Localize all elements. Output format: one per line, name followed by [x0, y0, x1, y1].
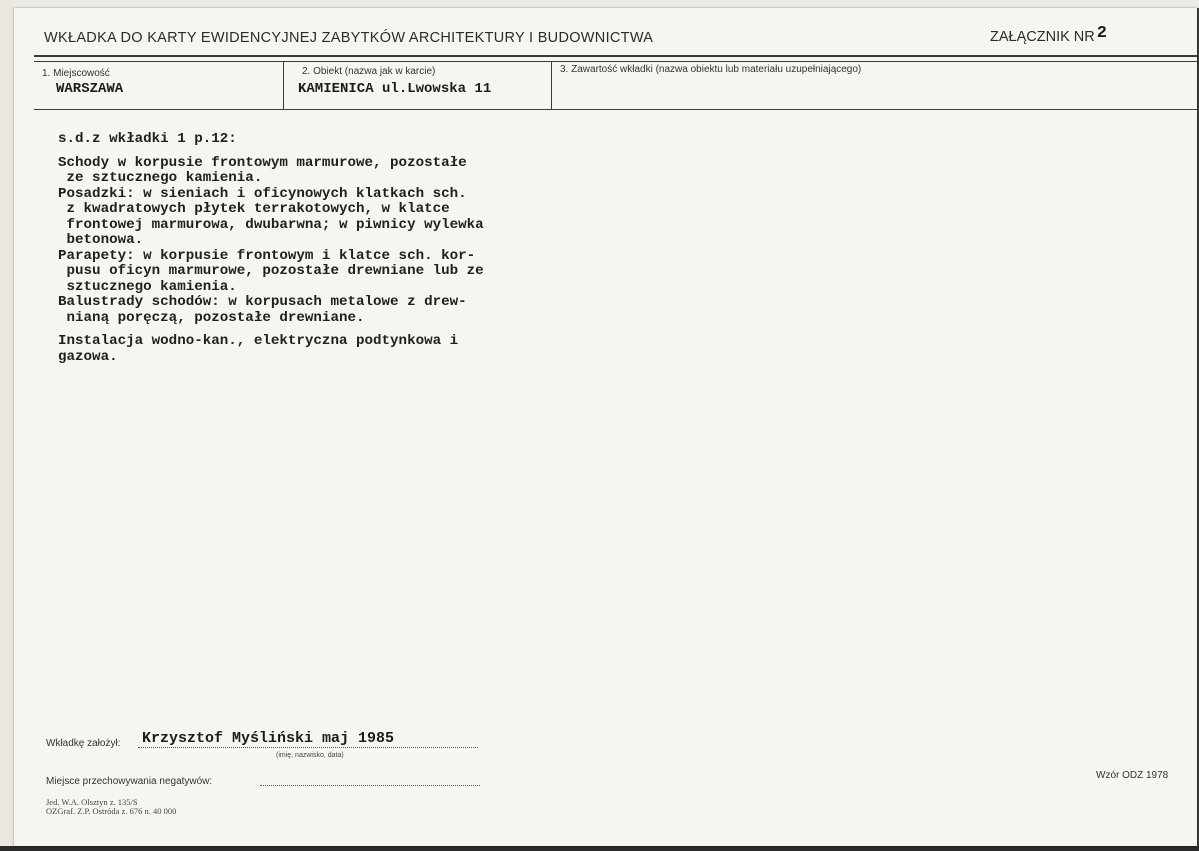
notes-line: Posadzki: w sieniach i oficynowych klatkach sch.	[58, 185, 467, 202]
notes-paragraph-1	[58, 156, 484, 327]
annex-number: 2	[1096, 24, 1107, 43]
print-line-1: Jed. W.A. Olsztyn z. 135/S	[46, 797, 138, 807]
annex-label	[990, 24, 1107, 47]
notes-line: Instalacja wodno-kan., elektryczna podtynkowa i	[58, 333, 459, 349]
record-card	[14, 8, 1197, 846]
notes-line: gazowa.	[58, 348, 118, 365]
header-rule-top	[34, 55, 1197, 57]
notes-heading: s.d.z wkładki 1 p.12:	[58, 131, 237, 147]
field-divider-1	[283, 61, 284, 110]
scan-edge-bottom	[0, 846, 1199, 851]
typed-notes	[58, 132, 484, 365]
notes-line: sztucznego kamienia.	[58, 278, 237, 295]
scan-edge-left	[0, 0, 14, 851]
author-dotted-line	[138, 747, 478, 748]
notes-line: Parapety: w korpusie frontowym i klatce sch. kor-	[58, 247, 476, 264]
negatives-dotted-line	[260, 785, 480, 786]
notes-line: Balustrady schodów: w korpusach metalowe z drew-	[58, 294, 467, 310]
content-label: 3. Zawartość wkładki (nazwa obiektu lub materiału uzupełniającego)	[560, 64, 862, 75]
notes-line: pusu oficyn marmurowe, pozostałe drewniane lub ze	[58, 263, 484, 279]
author-hint: (imię, nazwisko, data)	[276, 752, 344, 759]
notes-line: ze sztucznego kamienia.	[58, 170, 263, 186]
author-value: Krzysztof Myśliński maj 1985	[142, 730, 395, 747]
card-title: WKŁADKA DO KARTY EWIDENCYJNEJ ZABYTKÓW ARCHITEKTURY I BUDOWNICTWA	[44, 30, 654, 46]
field-divider-2	[551, 61, 552, 110]
location-value: WARSZAWA	[56, 81, 124, 97]
author-label: Wkładkę założył:	[46, 738, 121, 749]
scan-edge-top	[0, 0, 1199, 8]
notes-line: betonowa.	[58, 232, 144, 248]
model-mark: Wzór ODZ 1978	[1096, 770, 1169, 781]
notes-line: nianą poręczą, pozostałe drewniane.	[58, 309, 365, 326]
notes-line: z kwadratowych płytek terrakotowych, w klatce	[58, 201, 450, 217]
location-label: 1. Miejscowość	[42, 68, 110, 79]
negatives-label: Miejsce przechowywania negatywów:	[46, 776, 213, 787]
object-value: KAMIENICA ul.Lwowska 11	[298, 81, 492, 97]
notes-paragraph-2	[58, 334, 484, 365]
annex-label-text: ZAŁĄCZNIK NR	[990, 29, 1095, 45]
header-rule-fields	[34, 61, 1197, 62]
object-label: 2. Obiekt (nazwa jak w karcie)	[302, 66, 436, 77]
notes-line: frontowej marmurowa, dwubarwna; w piwnicy wylewka	[58, 216, 484, 233]
print-line-2: OZGraf. Z.P. Ostróda z. 676 n. 40 000	[46, 806, 177, 816]
header-rule-bottom	[34, 109, 1197, 110]
notes-line: Schody w korpusie frontowym marmurowe, pozostałe	[58, 154, 467, 171]
